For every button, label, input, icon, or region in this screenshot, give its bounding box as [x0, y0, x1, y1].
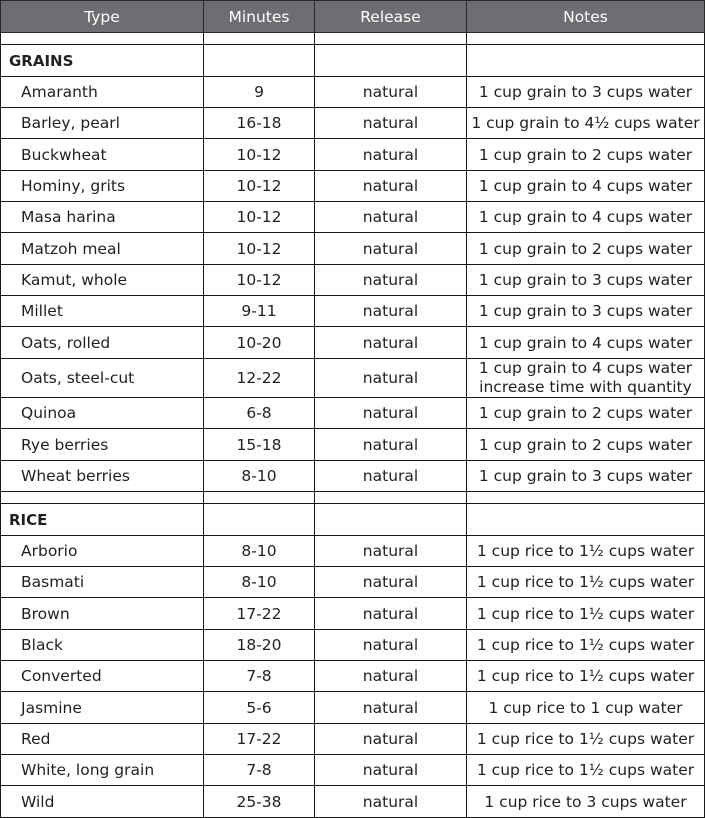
minutes-cell: 10-12 [204, 265, 315, 296]
notes-line: 1 cup grain to 2 cups water [478, 435, 693, 454]
notes-cell [467, 630, 705, 661]
type-cell: Buckwheat [1, 139, 204, 171]
notes-line: 1 cup grain to 4 cups water [478, 208, 693, 226]
section-row [1, 504, 705, 536]
release-cell: natural [315, 536, 467, 567]
table-row [1, 77, 705, 108]
notes-line: 1 cup grain to 2 cups water [478, 145, 693, 164]
notes-cell [467, 536, 705, 567]
notes-cell [467, 429, 705, 461]
release-cell: natural [315, 661, 467, 692]
table-row [1, 202, 705, 233]
notes-cell [467, 398, 705, 429]
notes-cell [467, 77, 705, 108]
type-cell: Millet [1, 296, 204, 327]
minutes-cell: 25-38 [204, 786, 315, 818]
release-cell: natural [315, 171, 467, 202]
spacer-cell [467, 492, 705, 504]
notes-line: 1 cup grain to 3 cups water [478, 302, 693, 320]
minutes-cell: 15-18 [204, 429, 315, 461]
notes-cell [467, 139, 705, 171]
notes-line: 1 cup rice to 1½ cups water [476, 636, 695, 654]
notes-cell [467, 233, 705, 265]
spacer-cell [315, 492, 467, 504]
notes-line: 1 cup rice to 1 cup water [488, 698, 683, 717]
type-cell: Kamut, whole [1, 265, 204, 296]
table-row [1, 786, 705, 818]
notes-cell [467, 755, 705, 786]
table-row [1, 233, 705, 265]
release-cell: natural [315, 359, 467, 398]
minutes-cell: 10-12 [204, 233, 315, 265]
minutes-cell: 18-20 [204, 630, 315, 661]
type-cell: Masa harina [1, 202, 204, 233]
release-cell: natural [315, 429, 467, 461]
minutes-cell: 8-10 [204, 567, 315, 598]
table-row [1, 630, 705, 661]
minutes-cell: 7-8 [204, 661, 315, 692]
empty-cell [315, 45, 467, 77]
table-row [1, 296, 705, 327]
notes-line: 1 cup rice to 1½ cups water [476, 542, 695, 560]
type-cell: Barley, pearl [1, 108, 204, 139]
spacer-row [1, 492, 705, 504]
section-title: GRAINS [1, 45, 204, 77]
section-title: RICE [1, 504, 204, 536]
notes-line: 1 cup grain to 3 cups water [478, 271, 693, 289]
type-cell: Wheat berries [1, 461, 204, 492]
notes-cell [467, 461, 705, 492]
table-row [1, 429, 705, 461]
notes-cell [467, 661, 705, 692]
type-cell: Converted [1, 661, 204, 692]
table-row [1, 108, 705, 139]
table-row [1, 724, 705, 755]
table-row [1, 461, 705, 492]
minutes-cell: 10-20 [204, 327, 315, 359]
empty-cell [315, 504, 467, 536]
notes-cell [467, 567, 705, 598]
type-cell: Basmati [1, 567, 204, 598]
notes-cell [467, 598, 705, 630]
notes-line: 1 cup rice to 1½ cups water [476, 761, 695, 779]
minutes-cell: 12-22 [204, 359, 315, 398]
minutes-cell: 10-12 [204, 139, 315, 171]
notes-cell [467, 692, 705, 724]
notes-line: 1 cup grain to 3 cups water [478, 467, 693, 485]
notes-cell [467, 724, 705, 755]
notes-line: 1 cup rice to 1½ cups water [476, 573, 695, 591]
notes-line: 1 cup grain to 4 cups water [478, 359, 693, 377]
table-header [1, 1, 705, 33]
header-notes: Notes [467, 1, 705, 33]
type-cell: Wild [1, 786, 204, 818]
minutes-cell: 7-8 [204, 755, 315, 786]
release-cell: natural [315, 398, 467, 429]
notes-cell [467, 327, 705, 359]
table-row [1, 139, 705, 171]
release-cell: natural [315, 296, 467, 327]
minutes-cell: 16-18 [204, 108, 315, 139]
notes-cell [467, 265, 705, 296]
notes-line: 1 cup grain to 4½ cups water [471, 114, 700, 132]
minutes-cell: 6-8 [204, 398, 315, 429]
notes-cell [467, 359, 705, 398]
header-minutes: Minutes [204, 1, 315, 33]
type-cell: Black [1, 630, 204, 661]
table-row [1, 598, 705, 630]
table-row [1, 265, 705, 296]
header-type: Type [1, 1, 204, 33]
type-cell: Hominy, grits [1, 171, 204, 202]
release-cell: natural [315, 630, 467, 661]
empty-cell [467, 45, 705, 77]
type-cell: Amaranth [1, 77, 204, 108]
empty-cell [204, 504, 315, 536]
header-release: Release [315, 1, 467, 33]
notes-cell [467, 171, 705, 202]
notes-line: 1 cup grain to 3 cups water [478, 83, 693, 101]
spacer-cell [204, 33, 315, 45]
type-cell: Brown [1, 598, 204, 630]
notes-line: 1 cup rice to 1½ cups water [476, 667, 695, 685]
minutes-cell: 10-12 [204, 171, 315, 202]
release-cell: natural [315, 724, 467, 755]
spacer-cell [1, 492, 204, 504]
notes-cell [467, 108, 705, 139]
type-cell: Jasmine [1, 692, 204, 724]
release-cell: natural [315, 692, 467, 724]
spacer-cell [204, 492, 315, 504]
table-row [1, 359, 705, 398]
header-row [1, 1, 705, 33]
type-cell: Arborio [1, 536, 204, 567]
table-row [1, 171, 705, 202]
table-body [1, 33, 705, 818]
notes-line: increase time with quantity [479, 378, 692, 396]
notes-line: 1 cup grain to 2 cups water [478, 404, 693, 422]
release-cell: natural [315, 327, 467, 359]
section-row [1, 45, 705, 77]
minutes-cell: 17-22 [204, 598, 315, 630]
spacer-row [1, 33, 705, 45]
type-cell: White, long grain [1, 755, 204, 786]
notes-line: 1 cup rice to 3 cups water [484, 792, 687, 811]
notes-cell [467, 202, 705, 233]
release-cell: natural [315, 598, 467, 630]
minutes-cell: 9-11 [204, 296, 315, 327]
minutes-cell: 9 [204, 77, 315, 108]
notes-cell [467, 296, 705, 327]
release-cell: natural [315, 786, 467, 818]
type-cell: Oats, rolled [1, 327, 204, 359]
minutes-cell: 10-12 [204, 202, 315, 233]
notes-line: 1 cup grain to 2 cups water [478, 239, 693, 258]
table-row [1, 536, 705, 567]
notes-line: 1 cup grain to 4 cups water [478, 177, 693, 195]
notes-line: 1 cup rice to 1½ cups water [476, 730, 695, 748]
empty-cell [467, 504, 705, 536]
minutes-cell: 8-10 [204, 461, 315, 492]
minutes-cell: 8-10 [204, 536, 315, 567]
release-cell: natural [315, 265, 467, 296]
table-row [1, 692, 705, 724]
table-row [1, 661, 705, 692]
spacer-cell [467, 33, 705, 45]
type-cell: Red [1, 724, 204, 755]
type-cell: Rye berries [1, 429, 204, 461]
empty-cell [204, 45, 315, 77]
spacer-cell [315, 33, 467, 45]
type-cell: Oats, steel-cut [1, 359, 204, 398]
table-row [1, 755, 705, 786]
release-cell: natural [315, 567, 467, 598]
release-cell: natural [315, 202, 467, 233]
notes-cell [467, 786, 705, 818]
release-cell: natural [315, 461, 467, 492]
table-row [1, 567, 705, 598]
minutes-cell: 5-6 [204, 692, 315, 724]
release-cell: natural [315, 77, 467, 108]
spacer-cell [1, 33, 204, 45]
release-cell: natural [315, 233, 467, 265]
release-cell: natural [315, 108, 467, 139]
table-row [1, 398, 705, 429]
notes-line: 1 cup rice to 1½ cups water [476, 604, 695, 623]
notes-line: 1 cup grain to 4 cups water [478, 333, 693, 352]
minutes-cell: 17-22 [204, 724, 315, 755]
table-row [1, 327, 705, 359]
type-cell: Matzoh meal [1, 233, 204, 265]
release-cell: natural [315, 139, 467, 171]
type-cell: Quinoa [1, 398, 204, 429]
release-cell: natural [315, 755, 467, 786]
